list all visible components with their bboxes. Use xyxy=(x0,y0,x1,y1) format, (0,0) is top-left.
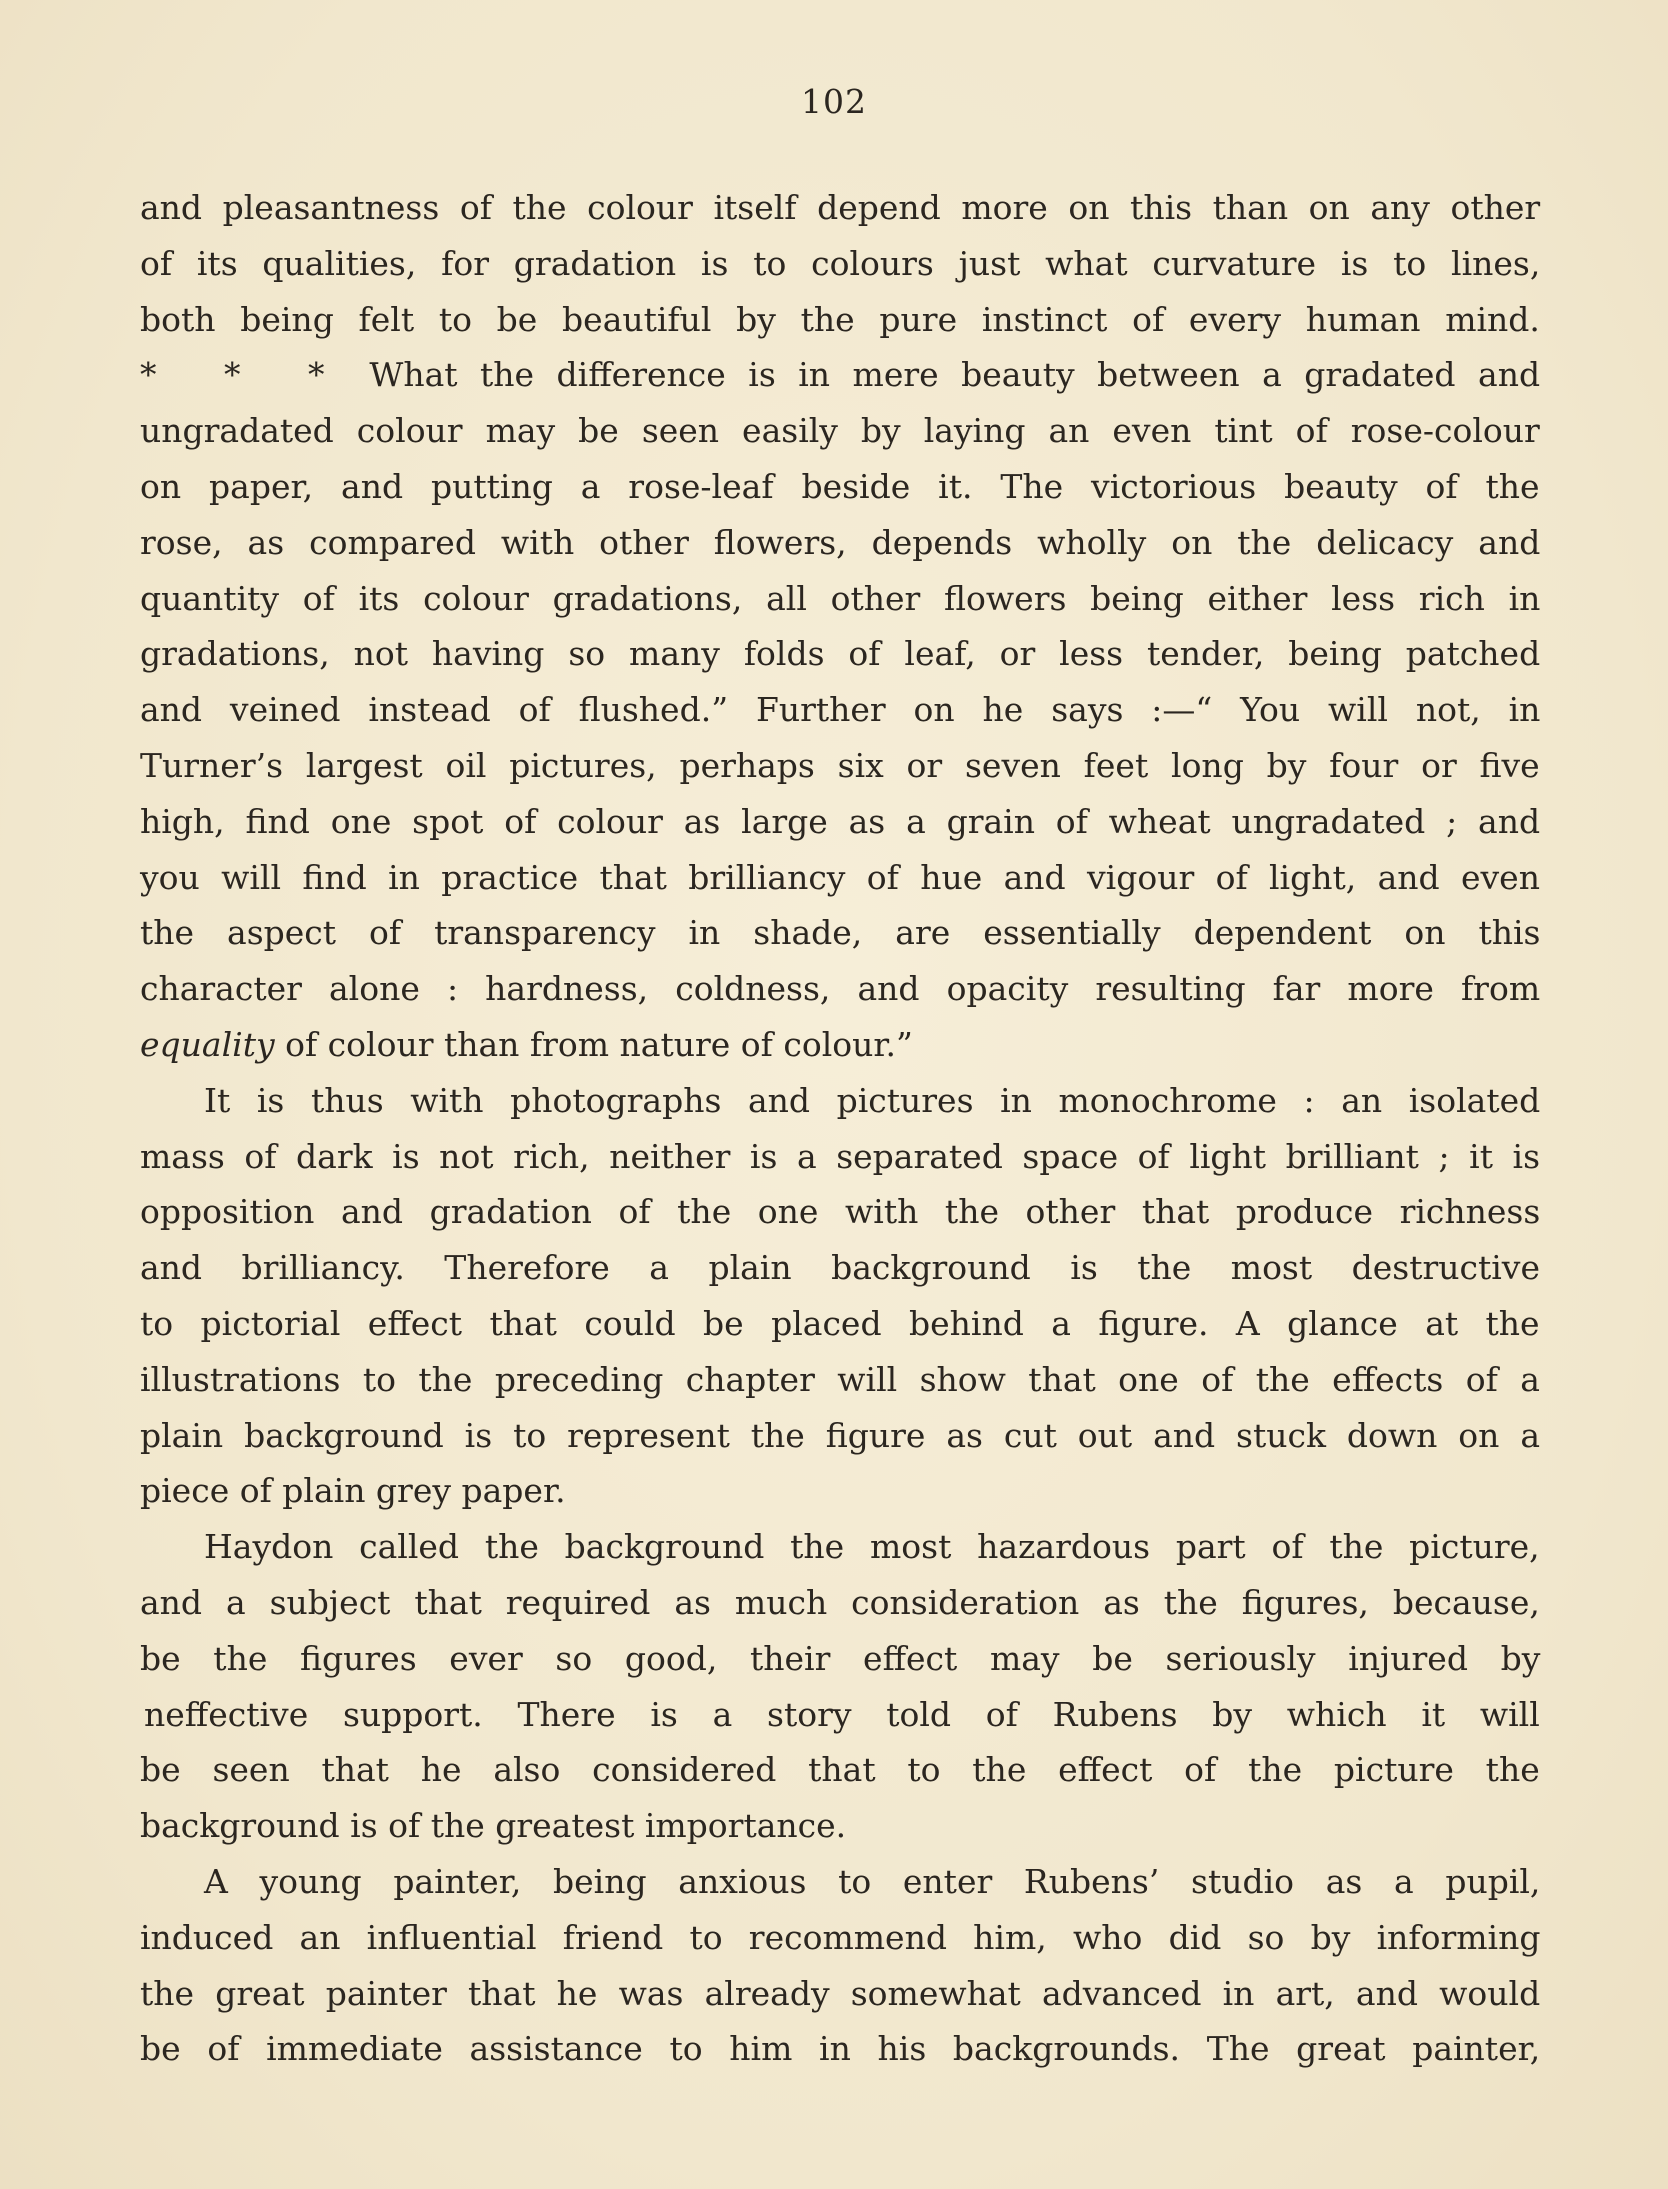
text-line xyxy=(140,1017,1540,1073)
text-line: character alone : hardness, coldness, and opacity resulting far more from xyxy=(140,969,1541,1009)
text-line: induced an influential friend to recommend him, who did so by informing xyxy=(140,1917,1541,1957)
text-line: It is thus with photographs and pictures in monochrome : an isolated xyxy=(204,1080,1541,1120)
text-line: piece of plain grey paper. xyxy=(140,1471,566,1511)
emphasis-equality: equality xyxy=(140,1024,275,1064)
text-line: you will find in practice that brilliancy of hue and vigour of light, and even xyxy=(140,857,1540,897)
text-line: both being felt to be beautiful by the pure instinct of every human mind. xyxy=(140,299,1540,339)
text-line: and brilliancy. Therefore a plain background is the most destructive xyxy=(140,1248,1540,1288)
text-line: high, find one spot of colour as large as a grain of wheat ungradated ; and xyxy=(140,801,1541,841)
text-line: be the figures ever so good, their effect may be seriously injured by xyxy=(140,1638,1541,1678)
body-text xyxy=(140,180,1540,2077)
text-line: and pleasantness of the colour itself depend more on this than on any other xyxy=(140,188,1541,227)
text-line: the great painter that he was already somewhat advanced in art, and would xyxy=(140,1973,1541,2013)
text-fragment: of colour than from nature of colour.” xyxy=(274,1024,913,1064)
text-line: illustrations to the preceding chapter will show that one of the effects of a xyxy=(140,1359,1540,1399)
text-line: of its qualities, for gradation is to colours just what curvature is to lines, xyxy=(140,243,1541,283)
text-line: gradations, not having so many folds of leaf, or less tender, being patched xyxy=(140,634,1541,674)
text-line: on paper, and putting a rose-leaf beside it. The victorious beauty of the xyxy=(140,466,1540,506)
text-line: Turner’s largest oil pictures, perhaps six or seven feet long by four or five xyxy=(140,745,1540,785)
text-line: to pictorial effect that could be placed behind a figure. A glance at the xyxy=(140,1303,1540,1343)
text-line: and veined instead of flushed.” Further on he says :—“ You will not, in xyxy=(140,690,1541,730)
page-number: 102 xyxy=(801,82,867,121)
text-line: quantity of its colour gradations, all other flowers being either less rich in xyxy=(140,578,1541,618)
text-line: background is of the greatest importance. xyxy=(140,1806,847,1846)
text-line: mass of dark is not rich, neither is a separated space of light brilliant ; it is xyxy=(140,1136,1540,1176)
text-line: opposition and gradation of the one with the other that produce richness xyxy=(140,1192,1541,1232)
text-line: * * * What the difference is in mere beauty between a gradated and xyxy=(140,355,1541,395)
text-line: be seen that he also considered that to the effect of the picture the xyxy=(140,1750,1540,1790)
text-line: Haydon called the background the most hazardous part of the picture, xyxy=(204,1527,1540,1567)
text-line: ungradated colour may be seen easily by laying an even tint of rose-colour xyxy=(140,411,1540,451)
text-line: and a subject that required as much consideration as the figures, because, xyxy=(140,1582,1540,1622)
text-line: be of immediate assistance to him in his backgrounds. The great painter, xyxy=(140,2029,1541,2069)
text-line: rose, as compared with other flowers, depends wholly on the delicacy and xyxy=(140,522,1541,562)
text-line: A young painter, being anxious to enter Rubens’ studio as a pupil, xyxy=(204,1861,1541,1901)
text-line: the aspect of transparency in shade, are essentially dependent on this xyxy=(140,913,1541,953)
text-line: plain background is to represent the figure as cut out and stuck down on a xyxy=(140,1415,1541,1455)
text-line: neffective support. There is a story told of Rubens by which it will xyxy=(144,1694,1540,1734)
